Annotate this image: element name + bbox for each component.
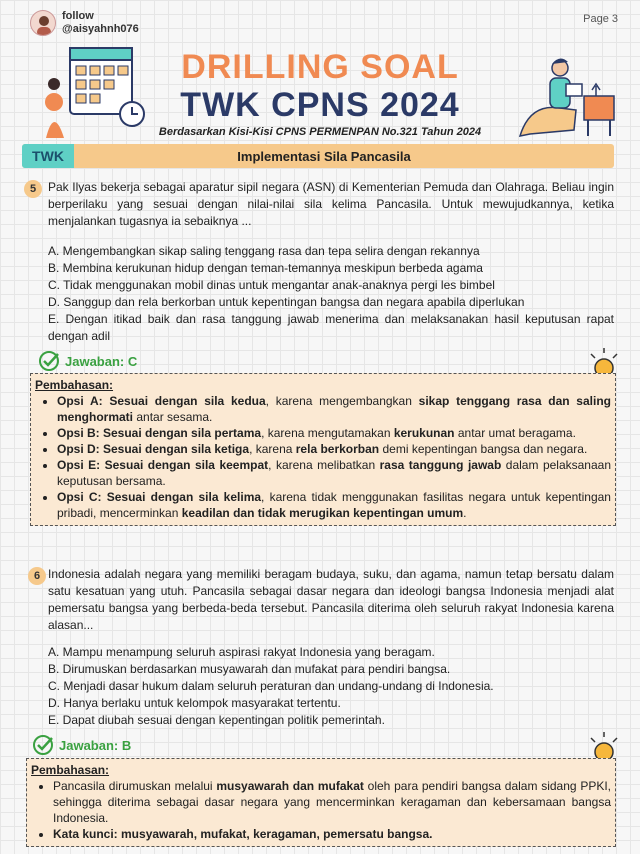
option-a[interactable]: A. Mengembangkan sikap saling tenggang rasa dan tepa selira dengan rekannya: [48, 244, 480, 258]
topic-title: Implementasi Sila Pancasila: [237, 148, 411, 164]
discussion-point: • Opsi D: Sesuai dengan sila ketiga, karena rela berkorban demi kepentingan bangsa dan negara.: [57, 441, 611, 457]
option-c[interactable]: C. Tidak menggunakan mobil dinas untuk mengantar anak-anaknya pergi les bimbel: [48, 278, 495, 292]
option-e[interactable]: E. Dengan itikad baik dan rasa tanggung jawab menerima dan melaksanakan hasil keputusan rapat dengan adil: [48, 312, 614, 343]
option-b[interactable]: B. Membina kerukunan hidup dengan teman-temannya meskipun berbeda agama: [48, 261, 483, 275]
question-text: Pak Ilyas bekerja sebagai aparatur sipil negara (ASN) di Kementerian Pemuda dan Olahraga. Beliau ingin berperilaku yang sesuai dengan nilai-nilai sila kelima Pancasila. Untuk mewujudkannya, ketika menjalankan tugasnya ia sebaiknya ...: [48, 180, 614, 228]
author-badge[interactable]: [30, 10, 139, 36]
discussion-point: • Kata kunci: musyawarah, mufakat, keragaman, pemersatu bangsa.: [53, 826, 611, 842]
check-circle-icon: [32, 734, 54, 756]
discussion-title: Pembahasan:: [31, 763, 110, 777]
question-number-badge: 6: [28, 567, 46, 585]
discussion-point: • Pancasila dirumuskan melalui musyawarah dan mufakat oleh para pendiri bangsa dalam sidang PPKI, sehingga diterima sebagai dasar negara yang mencerminkan keragaman dan kebersamaan bangsa Indonesia.: [53, 778, 611, 826]
option-e[interactable]: E. Dapat diubah sesuai dengan kepentingan politik pemerintah.: [48, 713, 385, 727]
page-number: Page 3: [583, 13, 618, 25]
options-list: [48, 644, 614, 729]
option-c[interactable]: C. Menjadi dasar hukum dalam seluruh peraturan dan undang-undang di Indonesia.: [48, 679, 494, 693]
discussion-title: Pembahasan:: [35, 378, 114, 392]
answer-text: Jawaban: C: [65, 353, 138, 369]
discussion-point: • Opsi A: Sesuai dengan sila kedua, karena mengembangkan sikap tenggang rasa dan saling menghormati antar sesama.: [57, 393, 611, 425]
avatar: [30, 10, 56, 36]
option-a[interactable]: A. Mampu menampung seluruh aspirasi rakyat Indonesia yang beragam.: [48, 645, 435, 659]
option-b[interactable]: B. Dirumuskan berdasarkan musyawarah dan mufakat para pendiri bangsa.: [48, 662, 451, 676]
question-text: Indonesia adalah negara yang memiliki beragam budaya, suku, dan agama, namun tetap bersatu dalam satu kesatuan yang utuh. Pancasila sebagai dasar negara dan ideologi bangsa Indonesia menjadi alat pemersatu bangsa yang berbeda-beda tersebut. Pancasila diterima oleh seluruh rakyat Indonesia karena alasan...: [48, 567, 614, 632]
discussion-point: • Opsi C: Sesuai dengan sila kelima, karena tidak menggunakan fasilitas negara untuk kepentingan pribadi, mencerminkan keadilan dan tidak merugikan kepentingan umum.: [57, 489, 611, 521]
discussion-list: [57, 393, 611, 521]
question-number-badge: 5: [24, 180, 42, 198]
options-list: [48, 243, 614, 345]
answer-label: [32, 734, 131, 756]
option-d[interactable]: D. Sanggup dan rela berkorban untuk kepentingan bangsa dan negara apabila diperlukan: [48, 295, 525, 309]
option-d[interactable]: D. Hanya berlaku untuk kelompok masyarakat tertentu.: [48, 696, 341, 710]
author-handle[interactable]: @aisyahnh076: [62, 23, 139, 35]
answer-label: [38, 350, 137, 372]
page-title-line2: TWK CPNS 2024: [180, 86, 460, 124]
topic-bar: [22, 144, 614, 168]
discussion-point: • Opsi B: Sesuai dengan sila pertama, karena mengutamakan kerukunan antar umat beragama.: [57, 425, 611, 441]
discussion-point: • Opsi E: Sesuai dengan sila keempat, karena melibatkan rasa tanggung jawab dalam pelaksanaan keputusan bersama.: [57, 457, 611, 489]
answer-text: Jawaban: B: [59, 737, 132, 753]
check-circle-icon: [38, 350, 60, 372]
discussion-box: [26, 758, 616, 847]
discussion-list: [53, 778, 611, 842]
topic-tag: TWK: [22, 144, 74, 168]
follow-label: follow: [62, 10, 94, 22]
page-subtitle: Berdasarkan Kisi-Kisi CPNS PERMENPAN No.321 Tahun 2024: [158, 126, 482, 138]
discussion-box: [30, 373, 616, 526]
page-title-line1: DRILLING SOAL: [181, 48, 459, 86]
